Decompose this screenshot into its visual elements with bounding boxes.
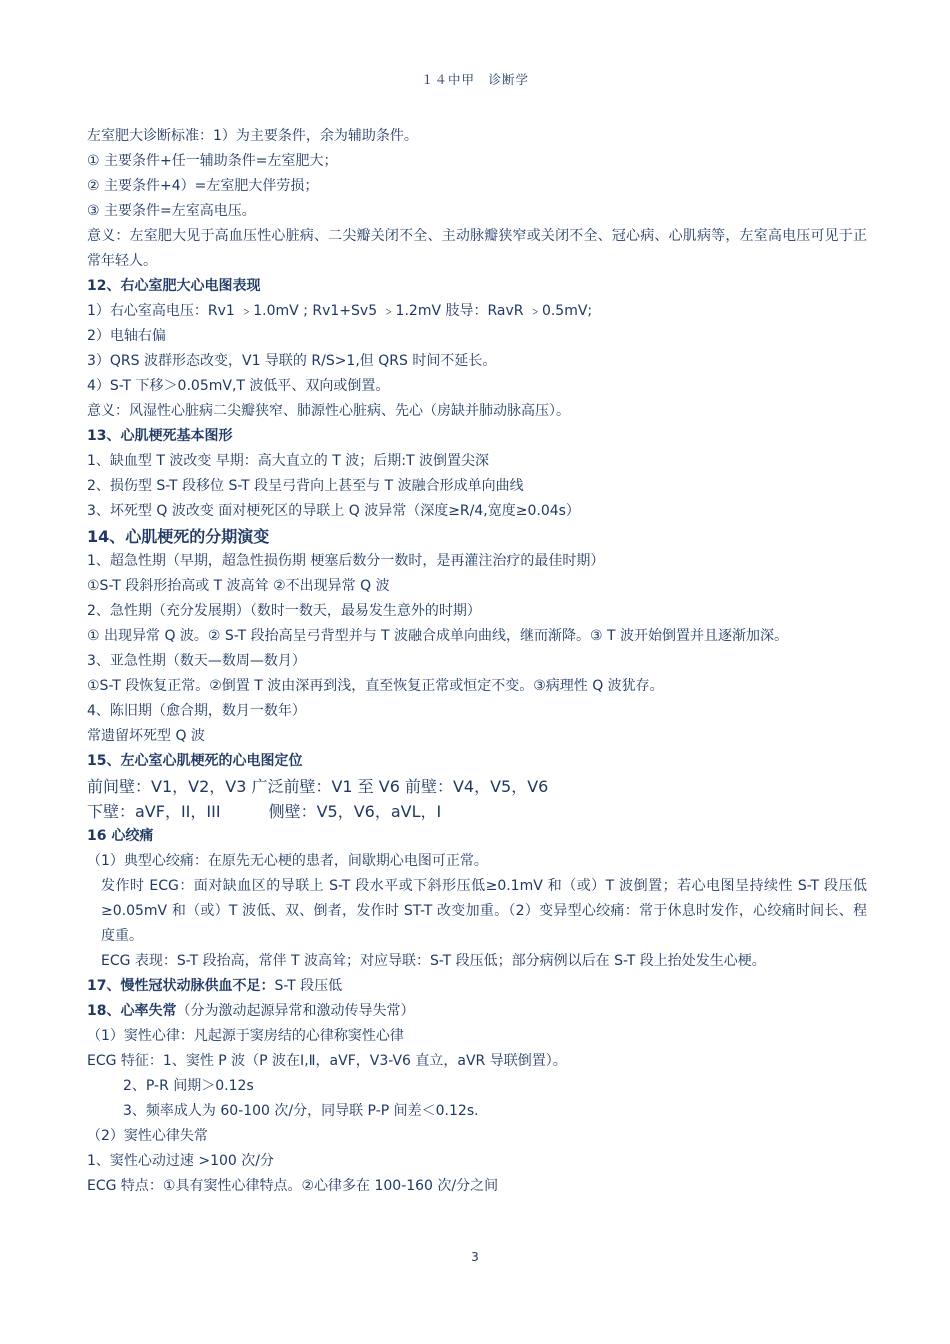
text-line: 2、P-R 间期＞0.12s (123, 1078, 254, 1094)
heading-text: 18、心率失常 (87, 1003, 177, 1019)
heading-text: 15、左心室心肌梗死的心电图定位 (87, 753, 303, 769)
text-line: （1）窦性心律：凡起源于窦房结的心律称窦性心律 (87, 1028, 404, 1044)
heading-note: S-T 段压低 (274, 978, 343, 994)
text-line: 1、超急性期（早期，超急性损伤期 梗塞后数分一数时，是再灌注治疗的最佳时期） (87, 553, 605, 569)
text-line: 4、陈旧期（愈合期，数月一数年） (87, 703, 306, 719)
text-line: ECG 表现：S-T 段抬高，常伴 T 波高耸；对应导联：S-T 段压低；部分病例以后在 S-T 段上抬处发生心梗。 (101, 953, 766, 969)
localization-line (87, 799, 867, 824)
text-line: 意义：风湿性心脏病二尖瓣狭窄、肺源性心脏病、先心（房缺并肺动脉高压）。 (87, 403, 570, 419)
text-line: 1）右心室高电压：Rv1 ﹥1.0mV ; Rv1+Sv5 ﹥1.2mV 肢导：RavR ﹥0.5mV; (87, 303, 593, 319)
text-paragraph: 意义：左室肥大见于高血压性心脏病、二尖瓣关闭不全、主动脉瓣狭窄或关闭不全、冠心病、心肌病等，左室高电压可见于正常年轻人。 (87, 228, 867, 269)
text-line: （1）典型心绞痛：在原先无心梗的患者，间歇期心电图可正常。 (87, 853, 488, 869)
text-line: ECG 特征：1、窦性 P 波（P 波在Ⅰ,Ⅱ，aVF，V3-V6 直立，aVR 导联倒置）。 (87, 1053, 567, 1069)
text-line: 3、亚急性期（数天—数周—数月） (87, 653, 306, 669)
text-line: 左室肥大诊断标准：1）为主要条件，余为辅助条件。 (87, 128, 418, 144)
text-line: 2、急性期（充分发展期）（数时一数天，最易发生意外的时期） (87, 603, 481, 619)
text-line: （2）窦性心律失常 (87, 1128, 208, 1144)
text-line: ECG 特点：①具有窦性心律特点。②心律多在 100-160 次/分之间 (87, 1178, 499, 1194)
localization-line: 前间壁：V1，V2，V3 广泛前壁：V1 至 V6 前壁：V4，V5，V6 (87, 777, 549, 796)
heading-text: 17、慢性冠状动脉供血不足： (87, 978, 275, 994)
section-heading (87, 999, 867, 1024)
text-line: 2）电轴右偏 (87, 328, 166, 344)
text-line: ① 主要条件+任一辅助条件=左室肥大； (87, 153, 338, 169)
text-line: ①S-T 段恢复正常。②倒置 T 波由深再到浅，直至恢复正常或恒定不变。③病理性 Q 波犹存。 (87, 678, 664, 694)
page-header: １４中甲 诊断学 (420, 72, 529, 87)
section-heading (87, 749, 867, 774)
page-number: 3 (471, 1250, 479, 1264)
text-line: ③ 主要条件=左室高电压。 (87, 203, 256, 219)
heading-text: 13、心肌梗死基本图形 (87, 428, 233, 444)
section-heading (87, 824, 867, 849)
heading-note: （分为激动起源异常和激动传导失常） (176, 1003, 415, 1019)
text-paragraph: 发作时 ECG：面对缺血区的导联上 S-T 段水平或下斜形压低≥0.1mV 和（或）T 波倒置；若心电图呈持续性 S-T 段压低≥0.05mV 和（或）T 波低、双、倒者，发作时 ST-T 改变加重。（2）变异型心绞痛：常于休息时发作，心绞痛时间长、程度重。 (101, 878, 867, 944)
text-line: 2、损伤型 S-T 段移位 S-T 段呈弓背向上甚至与 T 波融合形成单向曲线 (87, 478, 524, 494)
section-heading (87, 274, 867, 299)
section-heading (87, 524, 867, 549)
text-paragraph: ① 出现异常 Q 波。② S-T 段抬高呈弓背型并与 T 波融合成单向曲线，继而渐降。③ T 波开始倒置并且逐渐加深。 (87, 628, 789, 644)
text-line: 常遗留坏死型 Q 波 (87, 728, 205, 744)
lateral-wall-text: 侧壁：V5，V6，aVL，I (268, 802, 442, 821)
heading-text: 14、心肌梗死的分期演变 (87, 527, 270, 546)
section-heading (87, 424, 867, 449)
text-line: ② 主要条件+4）=左室肥大伴劳损； (87, 178, 319, 194)
text-line: 1、窦性心动过速 >100 次/分 (87, 1153, 274, 1169)
document-body (87, 124, 867, 1199)
section-heading (87, 974, 867, 999)
text-line: ①S-T 段斜形抬高或 T 波高耸 ②不出现异常 Q 波 (87, 578, 390, 594)
heading-text: 16 心绞痛 (87, 828, 154, 844)
text-line: 4）S-T 下移＞0.05mV,T 波低平、双向或倒置。 (87, 378, 390, 394)
inferior-wall-text: 下壁：aVF，II，III (87, 802, 221, 821)
text-line: 3、坏死型 Q 波改变 面对梗死区的导联上 Q 波异常（深度≥R/4,宽度≥0.04s） (87, 503, 580, 519)
text-line: 3）QRS 波群形态改变，V1 导联的 R/S>1,但 QRS 时间不延长。 (87, 353, 497, 369)
heading-text: 12、右心室肥大心电图表现 (87, 278, 261, 294)
text-line: 3、频率成人为 60-100 次/分，同导联 P-P 间差＜0.12s. (123, 1103, 479, 1119)
text-line: 1、缺血型 T 波改变 早期：高大直立的 T 波；后期:T 波倒置尖深 (87, 453, 489, 469)
